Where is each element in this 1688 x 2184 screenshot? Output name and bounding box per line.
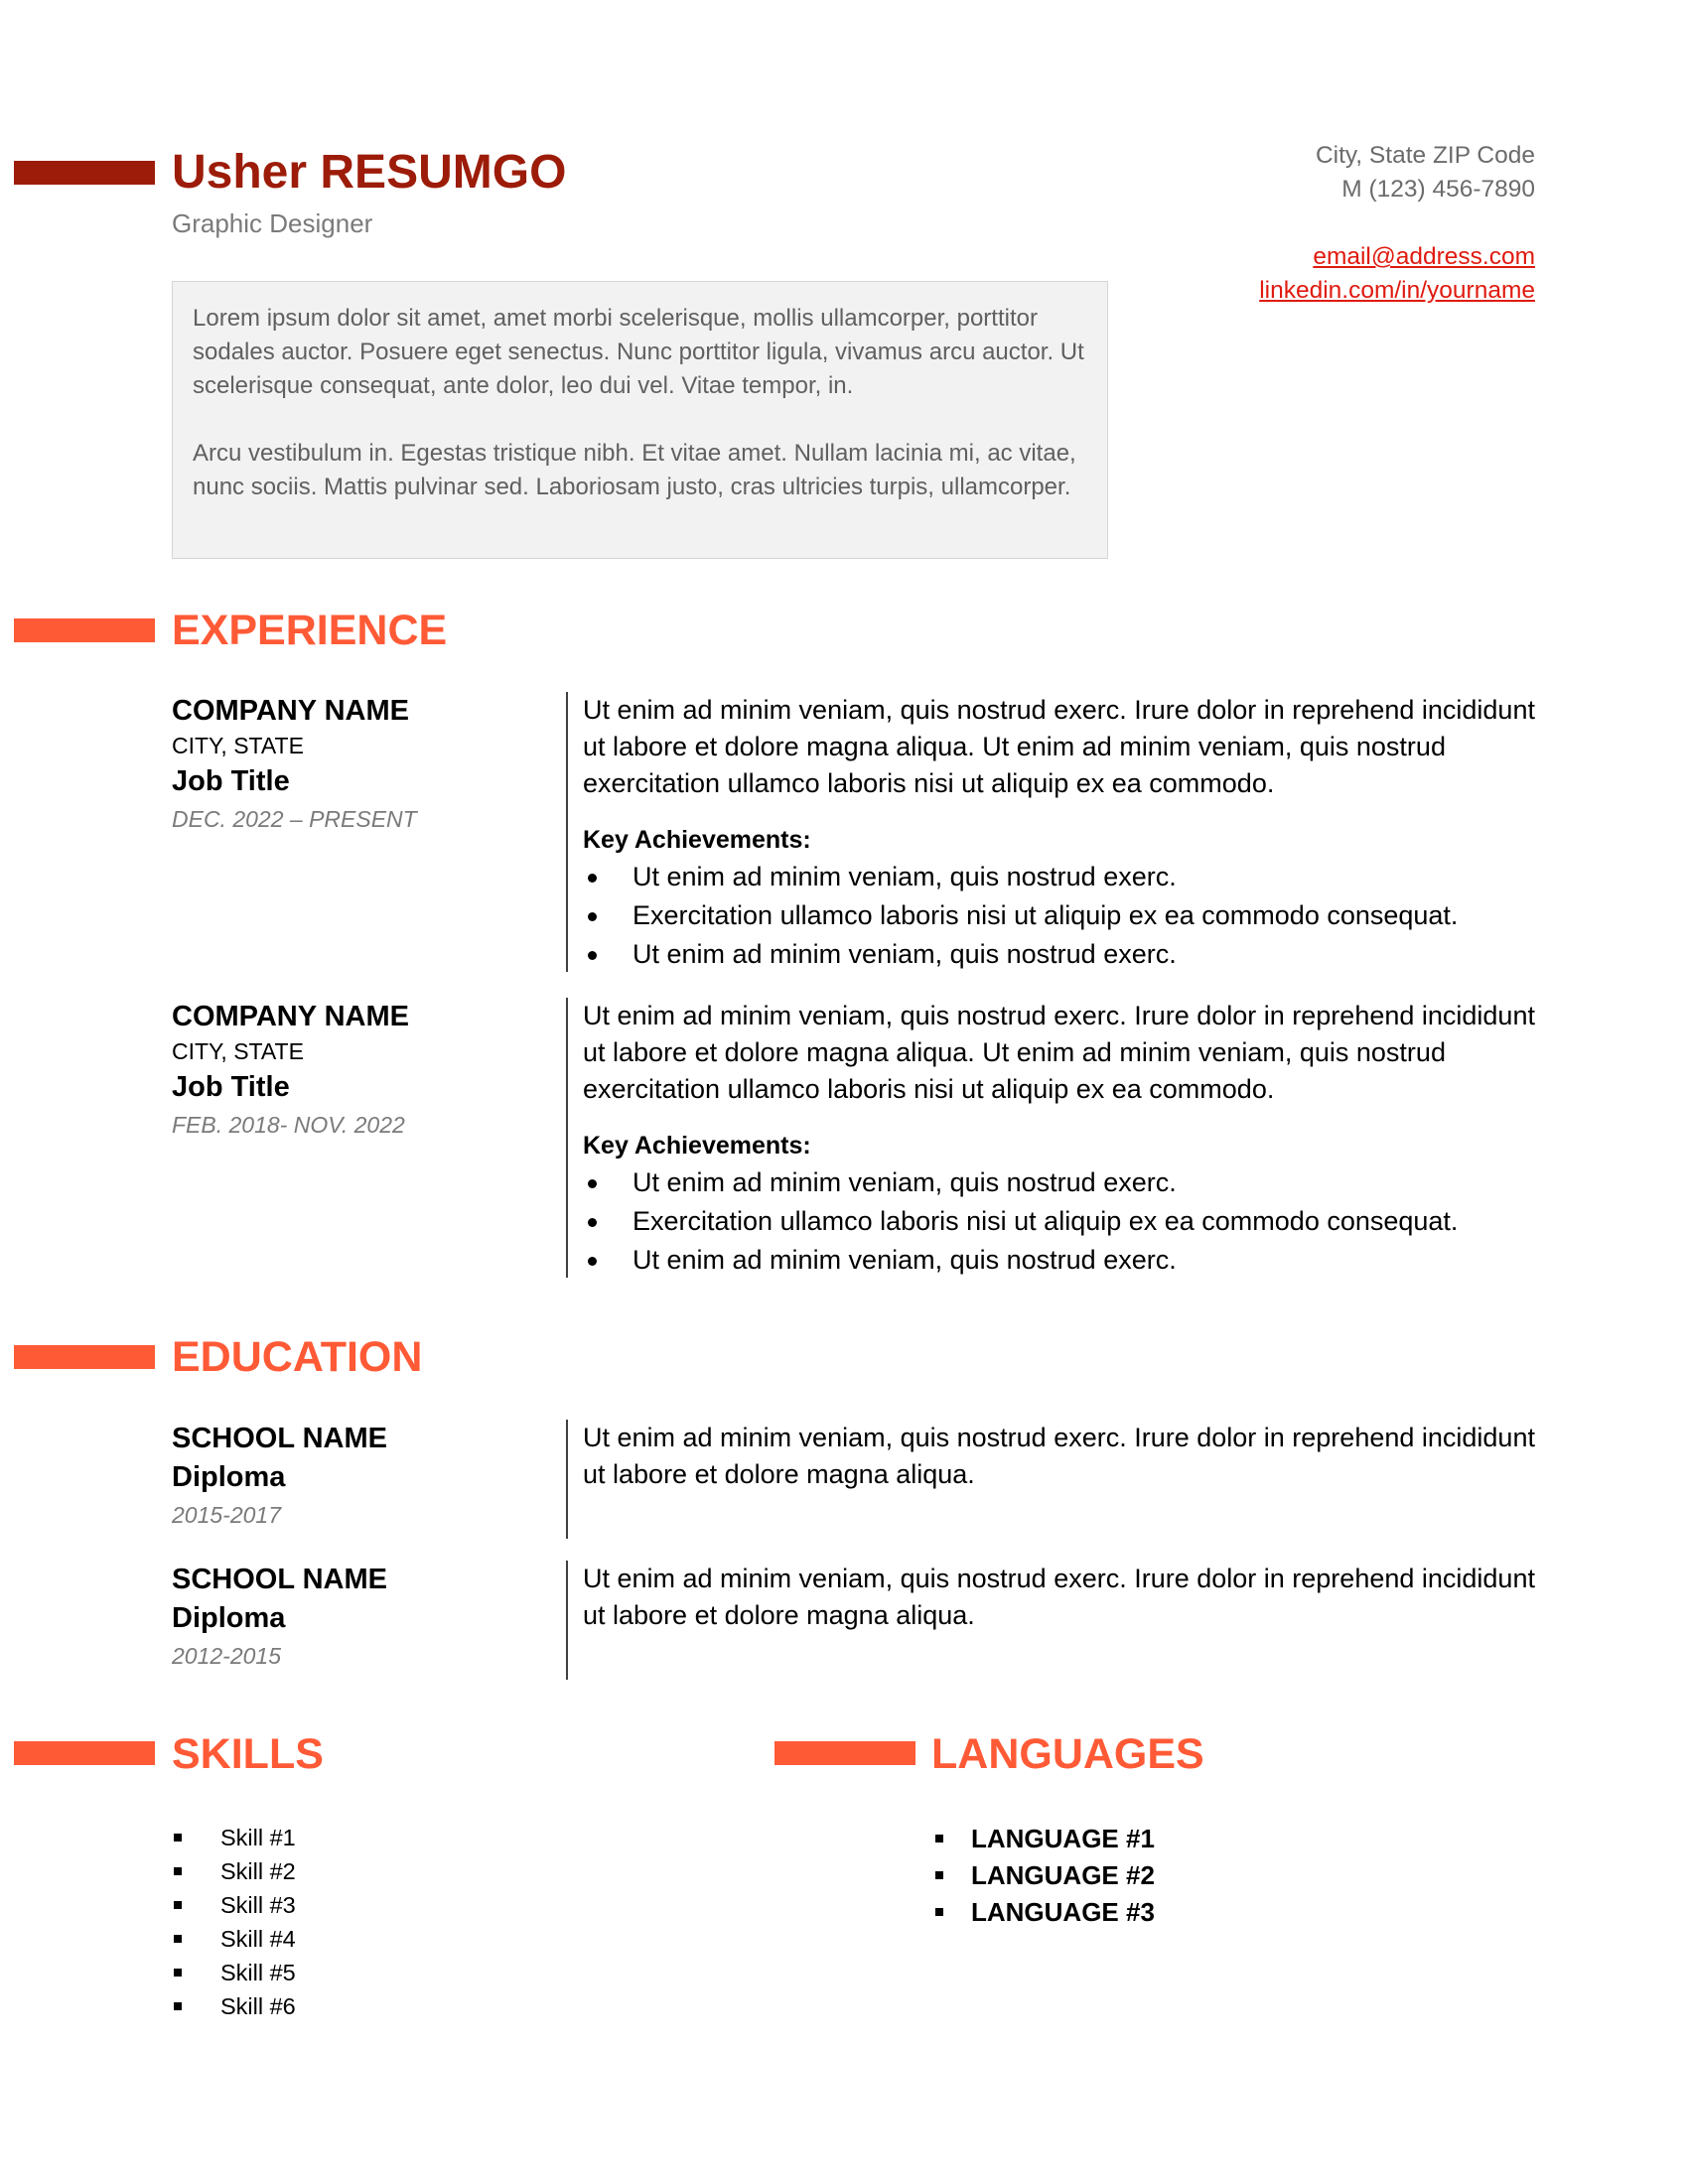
language-item: LANGUAGE #1	[933, 1821, 1155, 1857]
degree: Diploma	[172, 1602, 286, 1634]
company-name: COMPANY NAME	[172, 1001, 409, 1032]
job-title: Job Title	[172, 1071, 290, 1103]
job-details	[566, 998, 1539, 1278]
job-description: Ut enim ad minim veniam, quis nostrud exerc. Irure dolor in reprehend incididunt ut labore et dolore magna aliqua. Ut enim ad minim veniam, quis nostrud exercitation ullamco laboris nisi ut aliquip ex ea commodo.	[583, 695, 1535, 798]
job-details	[566, 692, 1539, 972]
achievement-item: Exercitation ullamco laboris nisi ut aliquip ex ea commodo consequat.	[583, 896, 1539, 935]
candidate-name: Usher RESUMGO	[172, 146, 567, 199]
job-dates: DEC. 2022 – PRESENT	[172, 806, 417, 832]
school-name: SCHOOL NAME	[172, 1564, 387, 1595]
company-location: CITY, STATE	[172, 1038, 304, 1064]
school-name: SCHOOL NAME	[172, 1423, 387, 1454]
contact-address: City, State ZIP Code	[1315, 142, 1535, 169]
contact-phone: M (123) 456-7890	[1341, 176, 1535, 203]
skills-list	[172, 1821, 296, 2023]
job-meta	[172, 692, 549, 837]
summary-paragraph: Lorem ipsum dolor sit amet, amet morbi scelerisque, mollis ullamcorper, porttitor sodales auctor. Posuere eget senectus. Nunc porttitor ligula, vivamus arcu auctor. Ut scelerisque consequat, ante dolor, leo dui vel. Vitae tempor, in.	[193, 305, 1084, 399]
achievements-list	[583, 1163, 1539, 1280]
education-accent-bar	[14, 1345, 155, 1369]
languages-list	[933, 1821, 1155, 1931]
linkedin-link[interactable]: linkedin.com/in/yourname	[1259, 277, 1535, 304]
achievements-list	[583, 858, 1539, 974]
company-name: COMPANY NAME	[172, 695, 409, 727]
school-description: Ut enim ad minim veniam, quis nostrud exerc. Irure dolor in reprehend incididunt ut labore et dolore magna aliqua.	[583, 1423, 1535, 1489]
job-description: Ut enim ad minim veniam, quis nostrud exerc. Irure dolor in reprehend incididunt ut labore et dolore magna aliqua. Ut enim ad minim veniam, quis nostrud exercitation ullamco laboris nisi ut aliquip ex ea commodo.	[583, 1001, 1535, 1104]
key-achievements-label: Key Achievements:	[583, 1132, 811, 1160]
achievement-item: Ut enim ad minim veniam, quis nostrud exerc.	[583, 1241, 1539, 1280]
key-achievements-label: Key Achievements:	[583, 826, 811, 854]
school-details	[566, 1561, 1539, 1680]
school-years: 2012-2015	[172, 1643, 281, 1669]
skill-item: Skill #6	[172, 1989, 296, 2023]
achievement-item: Ut enim ad minim veniam, quis nostrud exerc.	[583, 1163, 1539, 1202]
languages-heading: LANGUAGES	[931, 1730, 1204, 1778]
languages-accent-bar	[774, 1741, 915, 1765]
job-dates: FEB. 2018- NOV. 2022	[172, 1112, 405, 1138]
school-meta	[172, 1420, 549, 1533]
company-location: CITY, STATE	[172, 733, 304, 758]
achievement-item: Ut enim ad minim veniam, quis nostrud exerc.	[583, 935, 1539, 974]
contact-block	[1259, 139, 1535, 308]
skill-item: Skill #4	[172, 1922, 296, 1956]
job-meta	[172, 998, 549, 1143]
summary-box	[172, 281, 1108, 559]
skills-heading: SKILLS	[172, 1730, 324, 1778]
school-description: Ut enim ad minim veniam, quis nostrud exerc. Irure dolor in reprehend incididunt ut labore et dolore magna aliqua.	[583, 1564, 1535, 1630]
achievement-item: Exercitation ullamco laboris nisi ut aliquip ex ea commodo consequat.	[583, 1202, 1539, 1241]
degree: Diploma	[172, 1461, 286, 1493]
skill-item: Skill #3	[172, 1888, 296, 1922]
school-meta	[172, 1561, 549, 1674]
language-item: LANGUAGE #3	[933, 1894, 1155, 1931]
skill-item: Skill #1	[172, 1821, 296, 1854]
education-heading: EDUCATION	[172, 1333, 423, 1381]
name-accent-bar	[14, 161, 155, 185]
skill-item: Skill #2	[172, 1854, 296, 1888]
skill-item: Skill #5	[172, 1956, 296, 1989]
experience-accent-bar	[14, 618, 155, 642]
skills-accent-bar	[14, 1741, 155, 1765]
language-item: LANGUAGE #2	[933, 1857, 1155, 1894]
job-title: Job Title	[172, 765, 290, 797]
achievement-item: Ut enim ad minim veniam, quis nostrud exerc.	[583, 858, 1539, 896]
summary-paragraph: Arcu vestibulum in. Egestas tristique nibh. Et vitae amet. Nullam lacinia mi, ac vitae, nunc sociis. Mattis pulvinar sed. Laboriosam justo, cras ultricies turpis, ullamcorper.	[193, 440, 1076, 500]
candidate-role: Graphic Designer	[172, 208, 373, 238]
email-link[interactable]: email@address.com	[1313, 243, 1535, 270]
school-years: 2015-2017	[172, 1502, 281, 1528]
experience-heading: EXPERIENCE	[172, 607, 448, 654]
school-details	[566, 1420, 1539, 1539]
